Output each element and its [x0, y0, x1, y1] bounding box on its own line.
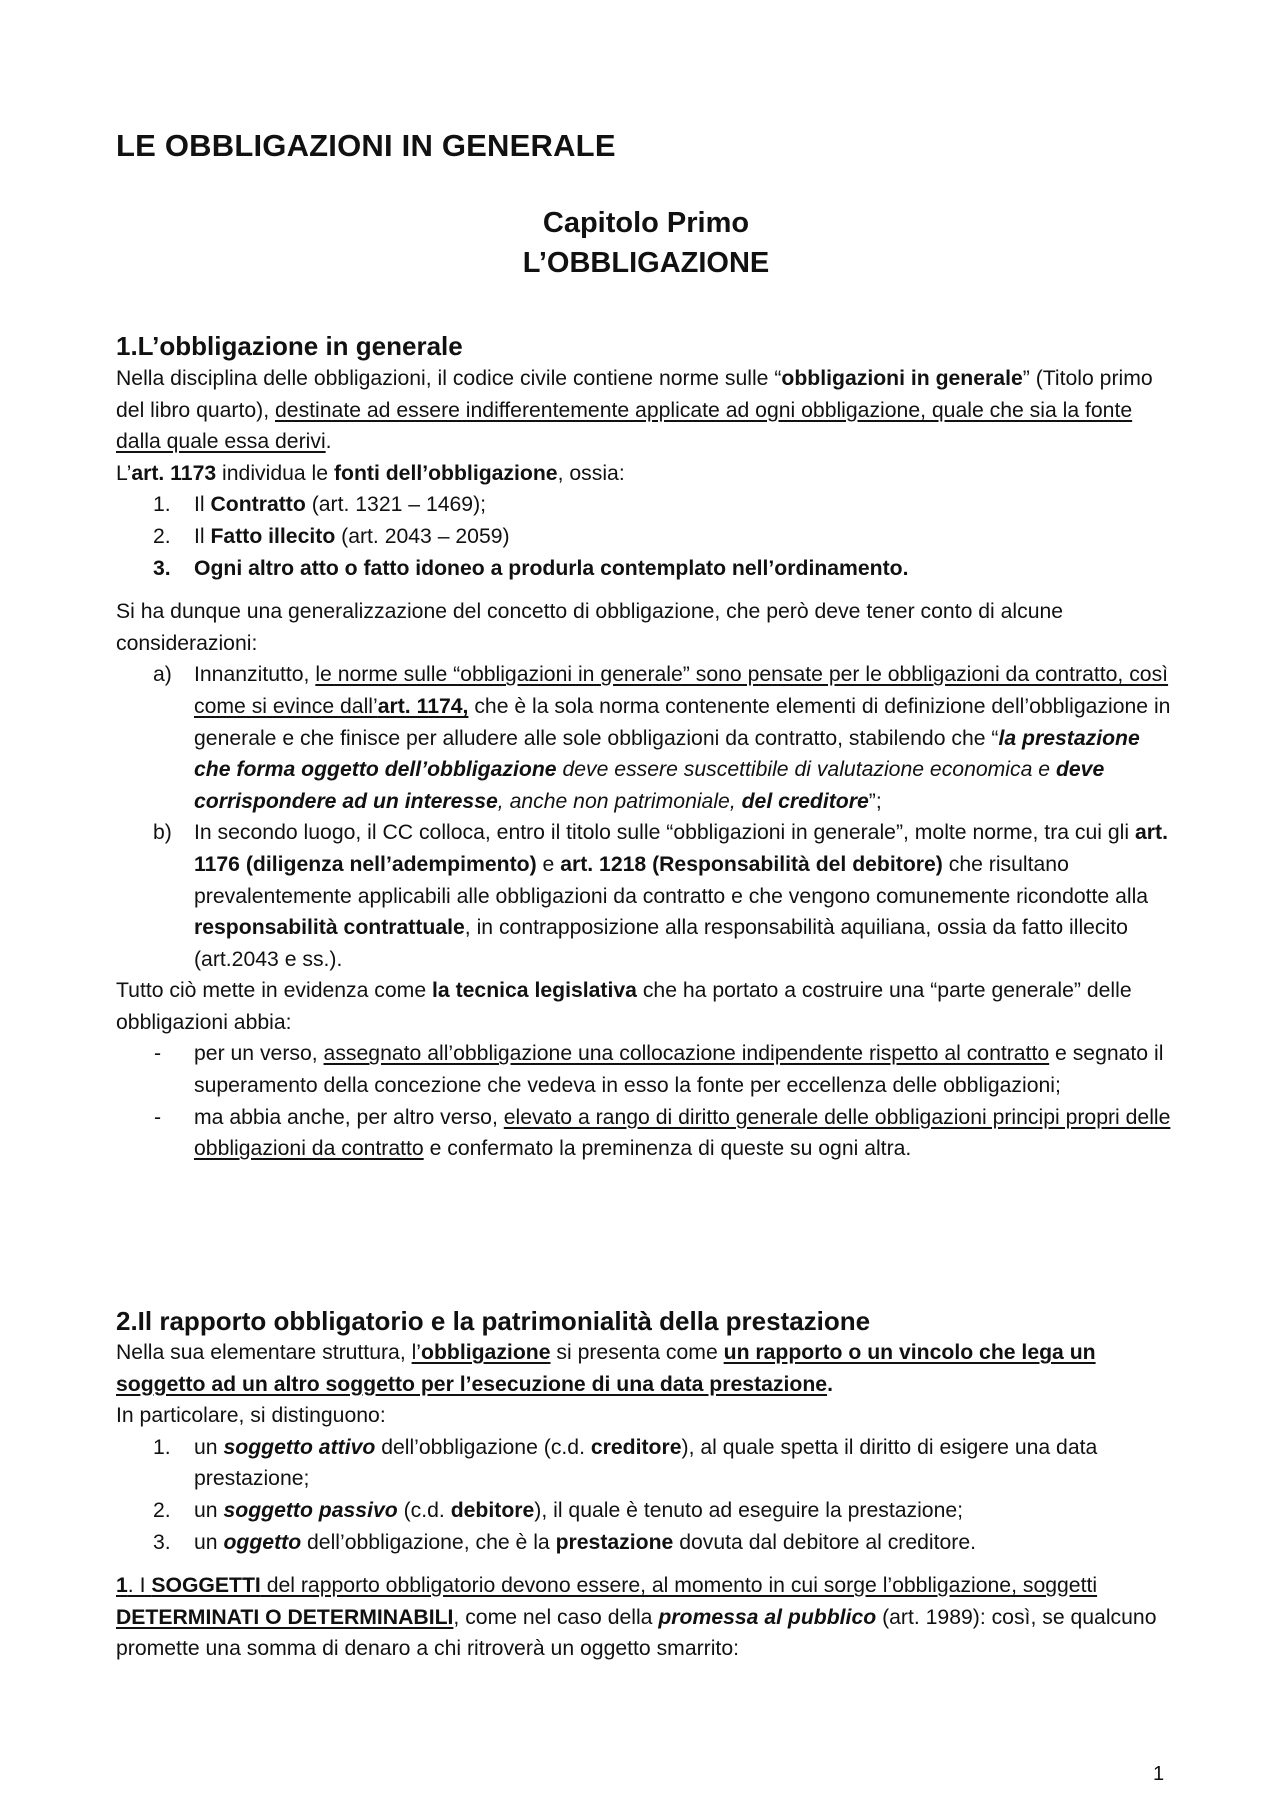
list-item: 2. Il Fatto illecito (art. 2043 – 2059): [153, 524, 510, 548]
section-2-body: [116, 1337, 1176, 1665]
chapter-heading: [116, 203, 1176, 283]
chapter-number: Capitolo Primo: [542, 207, 750, 239]
list-item: a) Innanzitutto, le norme sulle “obbligazioni in generale” sono pensate per le obbligazioni da contratto, così come si evince dall’art. 1174, che è la sola norma contenente elementi di definizione dell’obbligazione in generale e che finisce per alludere alle sole obbligazioni da contratto, stabilendo che “la prestazione che forma oggetto dell’obbligazione deve essere suscettibile di valutazione economica e deve corrispondere ad un interesse, anche non patrimoniale, del creditore”;: [153, 663, 1171, 813]
list-item: - ma abbia anche, per altro verso, elevato a rango di diritto generale delle obbligazioni principi propri delle obbligazioni da contratto e confermato la preminenza di queste su ogni altra.: [154, 1105, 1171, 1161]
section-2-intro: Nella sua elementare struttura, l’obbligazione si presenta come un rapporto o un vincolo che lega un soggetto ad un altro soggetto per l’esecuzione di una data prestazione.: [116, 1341, 1096, 1396]
chapter-title: L’OBBLIGAZIONE: [522, 247, 770, 279]
list-item: - per un verso, assegnato all’obbligazione una collocazione indipendente rispetto al contratto e segnato il superamento della concezione che vedeva in esso la fonte per eccellenza delle obbligazioni;: [154, 1042, 1164, 1098]
section-2-heading: 2.Il rapporto obbligatorio e la patrimonialità della prestazione: [116, 1306, 871, 1336]
art-1173-paragraph: L’art. 1173 individua le fonti dell’obbligazione, ossia:: [116, 461, 625, 485]
section-1-heading: 1.L’obbligazione in generale: [116, 331, 463, 361]
soggetti-paragraph: 1. I SOGGETTI del rapporto obbligatorio devono essere, al momento in cui sorge l’obbligazione, soggetti DETERMINATI O DETERMINABILI, come nel caso della promessa al pubblico (art. 1989): così, se qualcuno promette una somma di denaro a chi ritroverà un oggetto smarrito:: [116, 1574, 1157, 1661]
legislative-technique-paragraph: Tutto ciò mette in evidenza come la tecnica legislativa che ha portato a costruire una “parte generale” delle obbligazioni abbia:: [116, 979, 1132, 1034]
distinguish-paragraph: In particolare, si distinguono:: [116, 1404, 386, 1428]
list-item: 3. Ogni altro atto o fatto idoneo a produrla contemplato nell’ordinamento.: [153, 556, 909, 580]
list-item: 2. un soggetto passivo (c.d. debitore), il quale è tenuto ad eseguire la prestazione;: [153, 1498, 964, 1522]
list-item: 1. un soggetto attivo dell’obbligazione (c.d. creditore), al quale spetta il diritto di esigere una data prestazione;: [153, 1435, 1098, 1491]
list-item: 3. un oggetto dell’obbligazione, che è la prestazione dovuta dal debitore al creditore.: [153, 1530, 977, 1554]
section-1-intro: Nella disciplina delle obbligazioni, il codice civile contiene norme sulle “obbligazioni in generale” (Titolo primo del libro quarto), destinate ad essere indifferentemente applicate ad ogni obbligazione, quale che sia la fonte dalla quale essa derivi.: [116, 367, 1153, 454]
list-item: 1. Il Contratto (art. 1321 – 1469);: [153, 493, 487, 517]
generalization-paragraph: Si ha dunque una generalizzazione del concetto di obbligazione, che però deve tener conto di alcune considerazioni:: [116, 600, 1064, 655]
list-item: b) In secondo luogo, il CC colloca, entro il titolo sulle “obbligazioni in generale”, molte norme, tra cui gli art. 1176 (diligenza nell’adempimento) e art. 1218 (Responsabilità del debitore) che risultano prevalentemente applicabili alle obbligazioni da contratto e che vengono comunemente ricondotte alla responsabilità contrattuale, in contrapposizione alla responsabilità aquiliana, ossia da fatto illecito (art.2043 e ss.).: [153, 821, 1168, 971]
document-title: LE OBBLIGAZIONI IN GENERALE: [116, 128, 616, 163]
section-1-body: [116, 363, 1176, 1165]
page-number: 1: [1153, 1763, 1165, 1785]
